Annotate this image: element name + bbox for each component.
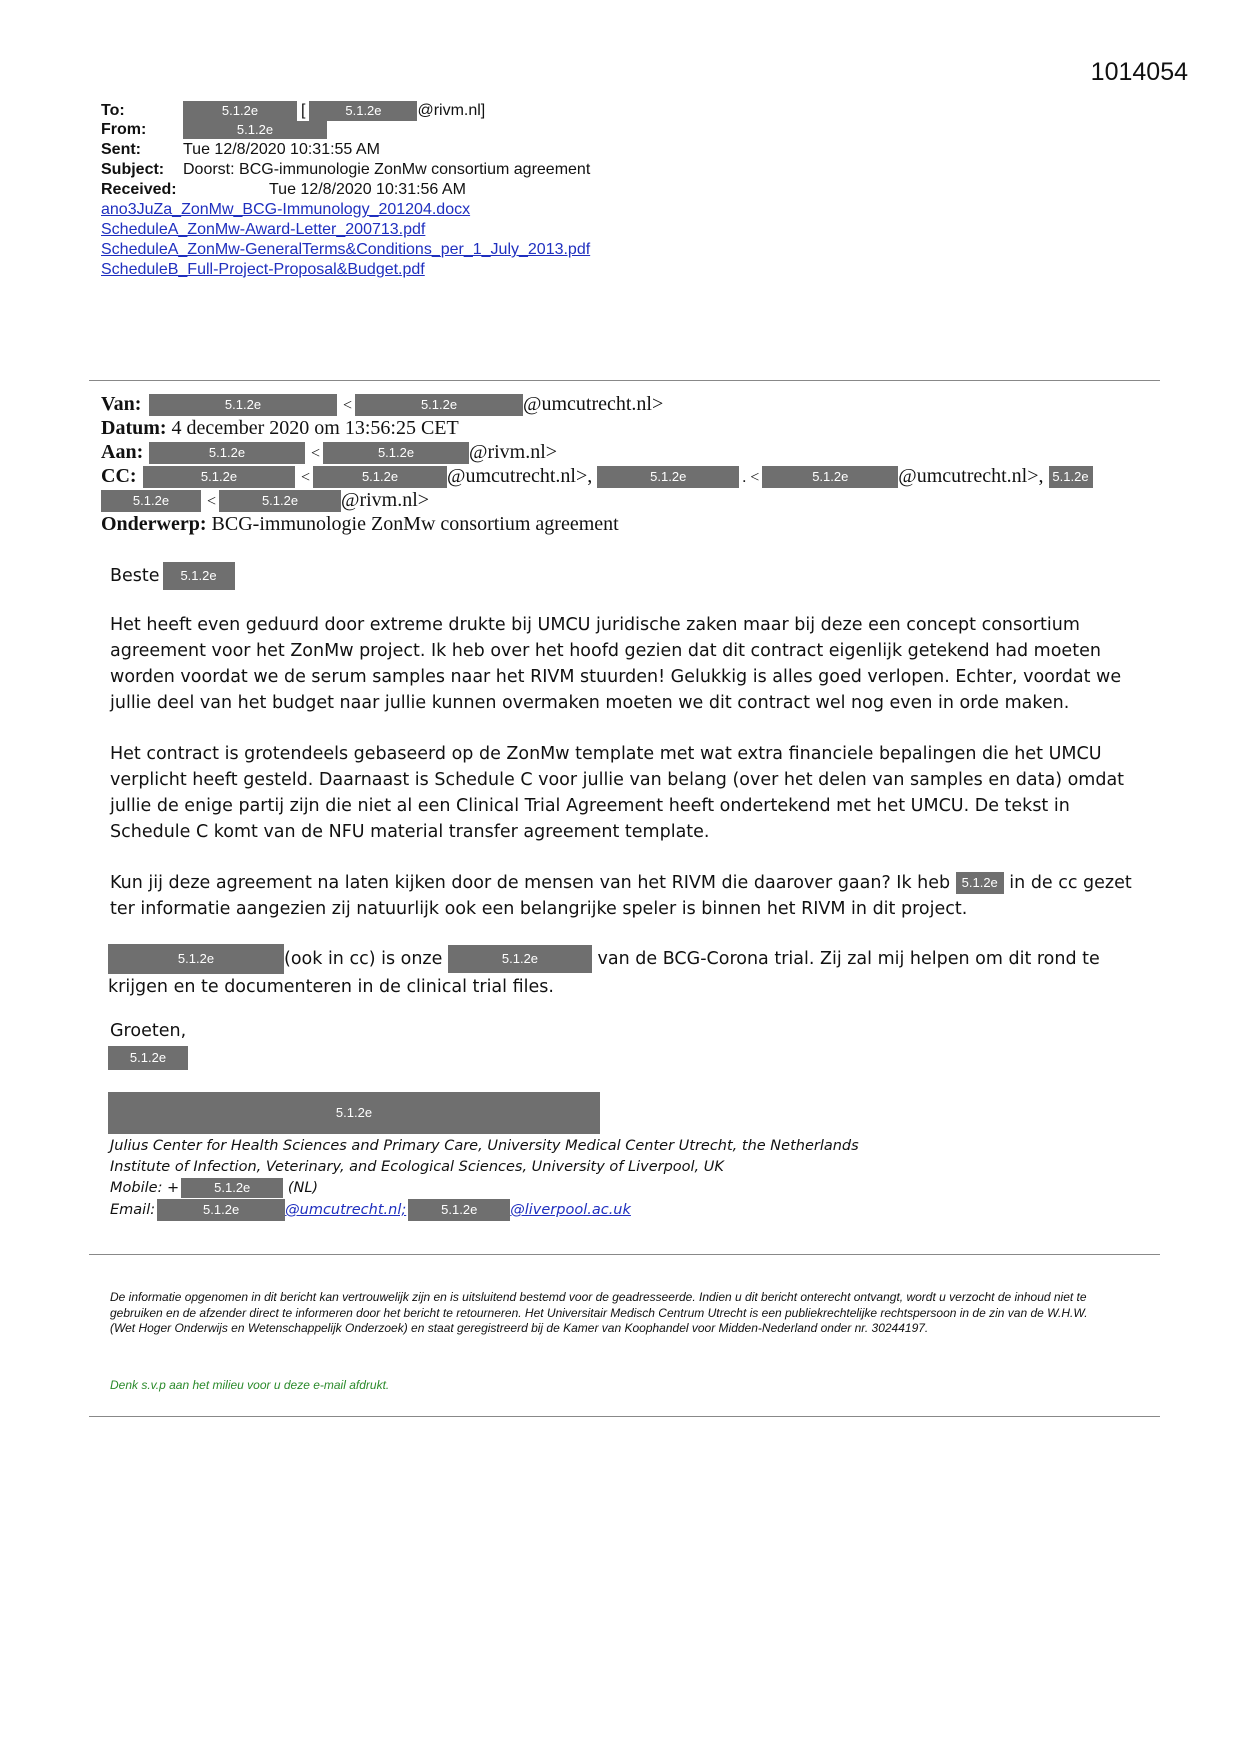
from-row <box>101 120 327 140</box>
paragraph-1: Het heeft even geduurd door extreme drukte bij UMCU juridische zaken maar bij deze een concept consortium agreement voor het ZonMw project. Ik heb over het hoofd gezien dat dit contract eigenlijk getekend had moeten worden voordat we de serum samples naar het RIVM stuurden! Gelukkig is alles goed verlopen. Echter, voordat we jullie deel van het budget naar jullie kunnen overmaken moeten we dit contract wel nog even in orde maken. <box>110 615 1122 713</box>
from-label: From: <box>101 121 147 138</box>
van-row <box>101 392 663 418</box>
dot-lt: . < <box>742 469 760 486</box>
lt: < <box>343 397 353 414</box>
redaction: 5.1.2e <box>313 466 447 488</box>
paragraph-4-b: van de BCG-Corona trial. Zij zal mij helpen om dit rond te krijgen en te documenteren in de clinical trial files. <box>108 949 1100 997</box>
received-value: Tue 12/8/2020 10:31:56 AM <box>269 181 466 198</box>
paragraph-3-a: Kun jij deze agreement na laten kijken door de mensen van het RIVM die daarover gaan? Ik heb <box>110 873 951 893</box>
email-link-umc[interactable]: @umcutrecht.nl; <box>285 1202 407 1218</box>
redaction: 5.1.2e <box>183 101 297 121</box>
redaction: 5.1.2e <box>408 1199 510 1221</box>
attachment-link[interactable]: ScheduleA_ZonMw-GeneralTerms&Conditions_per_1_July_2013.pdf <box>101 241 591 258</box>
cc-row <box>101 464 1093 490</box>
redaction: 5.1.2e <box>956 872 1004 894</box>
datum-row <box>101 416 459 440</box>
greeting-text: Beste <box>110 566 160 586</box>
signature-mobile <box>110 1178 318 1199</box>
lt: < <box>301 469 311 486</box>
rivm-suffix: @rivm.nl> <box>341 489 430 511</box>
signature-block-bar <box>108 1092 600 1134</box>
redaction: 5.1.2e <box>108 1092 600 1134</box>
to-suffix: @rivm.nl] <box>417 102 486 120</box>
subject-label: Subject: <box>101 161 165 178</box>
environment-note: Denk s.v.p aan het milieu voor u deze e-mail afdrukt. <box>110 1378 390 1392</box>
mobile-suffix: (NL) <box>287 1180 319 1196</box>
paragraph-4 <box>108 944 1148 1000</box>
onderwerp-label: Onderwerp: <box>101 513 207 535</box>
onderwerp-value: BCG-immunologie ZonMw consortium agreement <box>211 513 619 535</box>
divider <box>89 1416 1160 1417</box>
lt: < <box>311 445 321 462</box>
mobile-label: Mobile: + <box>110 1180 180 1196</box>
umc-suffix: @umcutrecht.nl>, <box>447 465 593 487</box>
redaction: 5.1.2e <box>183 121 327 139</box>
redaction: 5.1.2e <box>309 101 417 121</box>
datum-value: 4 december 2020 om 13:56:25 CET <box>171 417 459 439</box>
paragraph-3-b: in de cc gezet ter informatie aangezien zij natuurlijk ook een belangrijke speler is binnen het RIVM in dit project. <box>110 873 1132 919</box>
redaction: 5.1.2e <box>157 1199 285 1221</box>
redaction: 5.1.2e <box>355 394 523 416</box>
redaction: 5.1.2e <box>448 945 592 973</box>
sent-label: Sent: <box>101 141 141 158</box>
attachment-link[interactable]: ScheduleB_Full-Project-Proposal&Budget.pdf <box>101 261 425 278</box>
received-label: Received: <box>101 181 177 198</box>
aan-row <box>101 440 557 466</box>
paragraph-4-a: (ook in cc) is onze <box>284 949 443 969</box>
umc-suffix: @umcutrecht.nl> <box>523 393 664 415</box>
email-label: Email: <box>110 1202 156 1218</box>
received-row <box>101 180 466 200</box>
redaction: 5.1.2e <box>108 944 284 974</box>
document-number: 1014054 <box>1090 58 1188 86</box>
to-row <box>101 101 485 121</box>
paragraph-3 <box>110 870 1150 922</box>
greeting <box>110 562 1150 590</box>
redaction: 5.1.2e <box>101 490 201 512</box>
redaction: 5.1.2e <box>1049 466 1093 488</box>
redaction: 5.1.2e <box>143 466 295 488</box>
attachment-link[interactable]: ScheduleA_ZonMw-Award-Letter_200713.pdf <box>101 221 426 238</box>
redaction: 5.1.2e <box>597 466 739 488</box>
cc-label: CC: <box>101 465 137 487</box>
divider <box>89 380 1160 381</box>
subject-value: Doorst: BCG-immunologie ZonMw consortium agreement <box>183 161 591 178</box>
redaction: 5.1.2e <box>163 562 235 590</box>
sent-row <box>101 140 380 160</box>
attachment-link[interactable]: ano3JuZa_ZonMw_BCG-Immunology_201204.docx <box>101 201 471 218</box>
onderwerp-row <box>101 512 619 536</box>
datum-label: Datum: <box>101 417 167 439</box>
redaction: 5.1.2e <box>323 442 469 464</box>
divider <box>89 1254 1160 1255</box>
redaction: 5.1.2e <box>149 442 305 464</box>
signature-name <box>108 1046 188 1070</box>
sent-value: Tue 12/8/2020 10:31:55 AM <box>183 141 380 158</box>
redaction: 5.1.2e <box>181 1178 283 1198</box>
redaction: 5.1.2e <box>108 1046 188 1070</box>
rivm-suffix: @rivm.nl> <box>469 441 558 463</box>
disclaimer: De informatie opgenomen in dit bericht kan vertrouwelijk zijn en is uitsluitend bestemd voor de geadresseerde. Indien u dit bericht onterecht ontvangt, wordt u verzocht de inhoud niet te gebruiken en de afzender direct te informeren door het bericht te retourneren. Het Universitair Medisch Centrum Utrecht is een publiekrechtelijke rechtspersoon in de zin van de W.H.W. (Wet Hoger Onderwijs en Wetenschappelijk Onderzoek) en staat geregistreerd bij de Kamer van Koophandel voor Midden-Nederland onder nr. 30244197. <box>110 1290 1088 1335</box>
subject-row <box>101 160 590 180</box>
to-label: To: <box>101 102 125 120</box>
bracket: [ <box>301 102 306 120</box>
signature-email <box>110 1199 631 1221</box>
van-label: Van: <box>101 393 142 415</box>
email-link-liverpool[interactable]: @liverpool.ac.uk <box>510 1202 631 1218</box>
redaction: 5.1.2e <box>219 490 341 512</box>
signature-line-1: Julius Center for Health Sciences and Primary Care, University Medical Center Utrecht, the Netherlands <box>110 1138 859 1154</box>
paragraph-2: Het contract is grotendeels gebaseerd op de ZonMw template met wat extra financiele bepalingen die het UMCU verplicht heeft gesteld. Daarnaast is Schedule C voor jullie van belang (over het delen van samples en data) omdat jullie de enige partij zijn die niet al een Clinical Trial Agreement heeft ondertekend met het UMCU. De tekst in Schedule C komt van de NFU material transfer agreement template. <box>110 744 1125 842</box>
attachment-list <box>101 200 590 280</box>
redaction: 5.1.2e <box>149 394 337 416</box>
cc-row-2 <box>101 488 429 514</box>
signature-line-2: Institute of Infection, Veterinary, and Ecological Sciences, University of Liverpool, UK <box>110 1159 724 1175</box>
aan-label: Aan: <box>101 441 144 463</box>
umc-suffix: @umcutrecht.nl>, <box>898 465 1044 487</box>
lt: < <box>207 493 217 510</box>
redaction: 5.1.2e <box>762 466 898 488</box>
closing: Groeten, <box>110 1021 187 1041</box>
